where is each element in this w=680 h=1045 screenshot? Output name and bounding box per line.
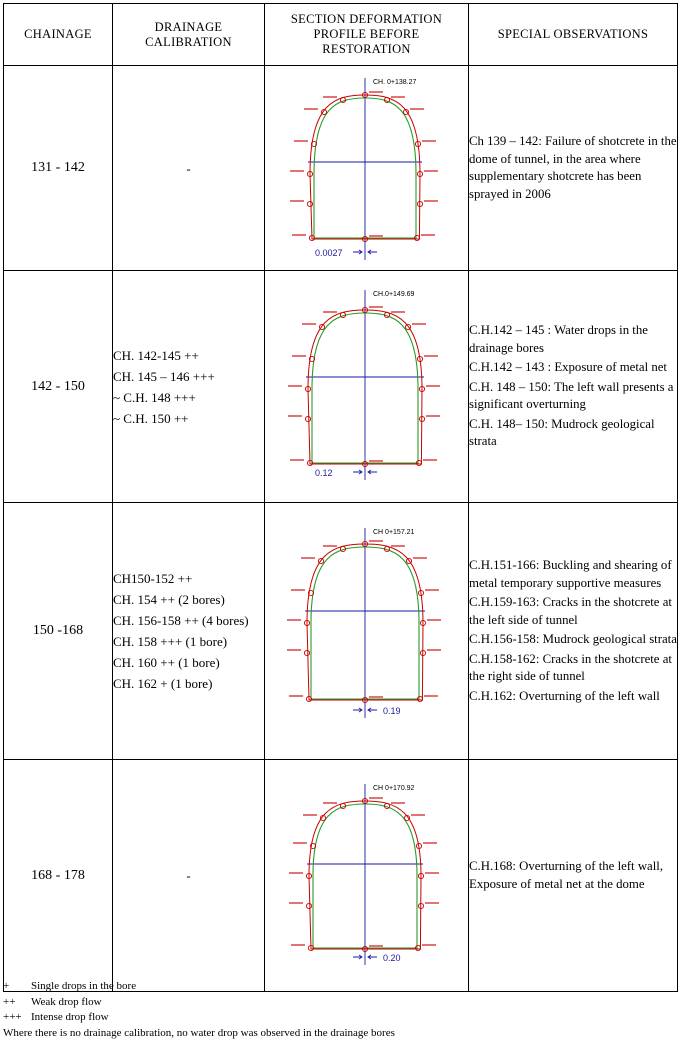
survey-point-tag (424, 355, 438, 357)
observations-cell: C.H.142 – 145 : Water drops in the drainage bores C.H.142 – 143 : Exposure of metal net C.H. 148 – 150: The left wall presents a significant overturning C.H. 148– 150: Mudrock geological strata (469, 271, 678, 503)
survey-point-tag (290, 170, 304, 172)
section-profile-drawing (265, 503, 468, 754)
drainage-cell: CH. 142-145 ++ CH. 145 – 146 +++ ~ C.H. 148 +++ ~ C.H. 150 ++ (113, 271, 265, 503)
survey-point-tag (421, 234, 435, 236)
legend-item: + Single drops in the bore (3, 980, 137, 992)
survey-point-tag (287, 619, 301, 621)
survey-point-tag (427, 649, 441, 651)
survey-point-tag (424, 695, 438, 697)
deformation-arrow-right (368, 470, 377, 474)
observations-cell: C.H.168: Overturning of the left wall, Exposure of metal net at the dome (469, 760, 678, 992)
survey-point-tag (427, 619, 441, 621)
survey-point-tag (423, 459, 437, 461)
survey-point-tag (369, 797, 383, 799)
section-profile-drawing (265, 760, 468, 986)
survey-point-tag (288, 385, 302, 387)
deformation-arrow-left (353, 708, 362, 712)
deformation-value-label: 0.20 (383, 953, 401, 963)
deformation-arrow-right (368, 250, 377, 254)
table-row (4, 760, 678, 992)
section-profile-drawing (265, 271, 468, 497)
table-row (4, 503, 678, 760)
survey-point-tag (391, 96, 405, 98)
chainage-cell: 168 - 178 (4, 760, 113, 992)
survey-point-tag (369, 91, 383, 93)
profile-chainage-label: CH 0+157.21 (373, 529, 415, 536)
deformation-arrow-right (368, 708, 377, 712)
legend-item: +++ Intense drop flow (3, 1011, 109, 1023)
survey-point-marker (319, 324, 324, 329)
header-chainage: CHAINAGE (4, 4, 113, 66)
deformation-value-label: 0.0027 (315, 248, 343, 258)
deformation-value-label: 0.12 (315, 468, 333, 478)
profile-cell (265, 760, 469, 992)
survey-point-tag (422, 944, 436, 946)
survey-point-tag (293, 842, 307, 844)
survey-point-tag (303, 814, 317, 816)
legend (3, 979, 395, 1041)
survey-point-tag (292, 355, 306, 357)
survey-point-tag (323, 545, 337, 547)
survey-point-tag (323, 96, 337, 98)
deformation-value-label: 0.19 (383, 706, 401, 716)
survey-point-tag (369, 696, 383, 698)
survey-point-marker (305, 416, 310, 421)
survey-point-tag (413, 557, 427, 559)
survey-point-tag (426, 385, 440, 387)
survey-point-tag (323, 311, 337, 313)
chainage-cell: 131 - 142 (4, 66, 113, 271)
survey-point-tag (289, 902, 303, 904)
survey-point-tag (425, 872, 439, 874)
observations-cell: C.H.151-166: Buckling and shearing of metal temporary supportive measures C.H.159-163: Cracks in the shotcrete at the left side of tunnel C.H.156-158: Mudrock geological strata C.H.158-162: Cracks in the shotcrete at the right side of tunnel C.H.162: Overturning of the left wall (469, 503, 678, 760)
survey-point-tag (292, 234, 306, 236)
survey-point-tag (425, 589, 439, 591)
survey-point-tag (391, 311, 405, 313)
survey-point-tag (369, 306, 383, 308)
survey-point-tag (294, 140, 308, 142)
profile-chainage-label: CH 0+170.92 (373, 785, 415, 792)
survey-point-tag (323, 802, 337, 804)
legend-item: ++ Weak drop flow (3, 995, 102, 1008)
survey-point-tag (287, 649, 301, 651)
chainage-cell: 142 - 150 (4, 271, 113, 503)
survey-point-tag (410, 108, 424, 110)
survey-point-marker (306, 903, 311, 908)
legend-note: Where there is no drainage calibration, no water drop was observed in the drainage bores (3, 1026, 395, 1039)
survey-point-tag (423, 842, 437, 844)
drainage-cell: - (113, 66, 265, 271)
survey-point-marker (307, 201, 312, 206)
table-row (4, 271, 678, 503)
deformation-arrow-left (353, 250, 362, 254)
survey-point-tag (422, 140, 436, 142)
header-row (4, 4, 678, 66)
survey-point-tag (369, 235, 383, 237)
survey-point-tag (289, 872, 303, 874)
deformation-arrow-left (353, 470, 362, 474)
header-observations: SPECIAL OBSERVATIONS (469, 4, 678, 66)
profile-cell (265, 271, 469, 503)
deformation-arrow-right (368, 955, 377, 959)
survey-point-tag (290, 200, 304, 202)
survey-point-tag (424, 200, 438, 202)
profile-chainage-label: CH. 0+138.27 (373, 79, 417, 86)
survey-point-tag (302, 323, 316, 325)
profile-cell (265, 66, 469, 271)
survey-point-tag (424, 170, 438, 172)
survey-point-tag (369, 945, 383, 947)
survey-point-tag (425, 902, 439, 904)
chainage-cell: 150 -168 (4, 503, 113, 760)
drainage-cell: CH150-152 ++ CH. 154 ++ (2 bores) CH. 156-158 ++ (4 bores) CH. 158 +++ (1 bore) CH. 160 ++ (1 bore) CH. 162 + (1 bore) (113, 503, 265, 760)
survey-point-tag (288, 415, 302, 417)
survey-point-tag (291, 589, 305, 591)
table-row (4, 66, 678, 271)
observations-cell: Ch 139 – 142: Failure of shotcrete in the dome of tunnel, in the area where supplementary shotcrete has been sprayed in 2006 (469, 66, 678, 271)
drainage-cell: - (113, 760, 265, 992)
survey-point-tag (412, 323, 426, 325)
survey-point-tag (369, 460, 383, 462)
survey-point-marker (405, 324, 410, 329)
survey-point-tag (301, 557, 315, 559)
section-profile-drawing (265, 66, 468, 265)
survey-point-tag (289, 695, 303, 697)
deformation-arrow-left (353, 955, 362, 959)
survey-point-marker (304, 650, 309, 655)
header-drainage: DRAINAGE CALIBRATION (113, 4, 265, 66)
survey-point-tag (369, 540, 383, 542)
survey-point-tag (426, 415, 440, 417)
header-section: SECTION DEFORMATION PROFILE BEFORE RESTORATION (265, 4, 469, 66)
survey-point-tag (291, 944, 305, 946)
profile-chainage-label: CH.0+149.69 (373, 291, 415, 298)
survey-point-tag (391, 802, 405, 804)
survey-point-tag (411, 814, 425, 816)
survey-point-tag (290, 459, 304, 461)
observation-table (3, 3, 678, 992)
survey-point-tag (391, 545, 405, 547)
profile-cell (265, 503, 469, 760)
survey-point-tag (304, 108, 318, 110)
